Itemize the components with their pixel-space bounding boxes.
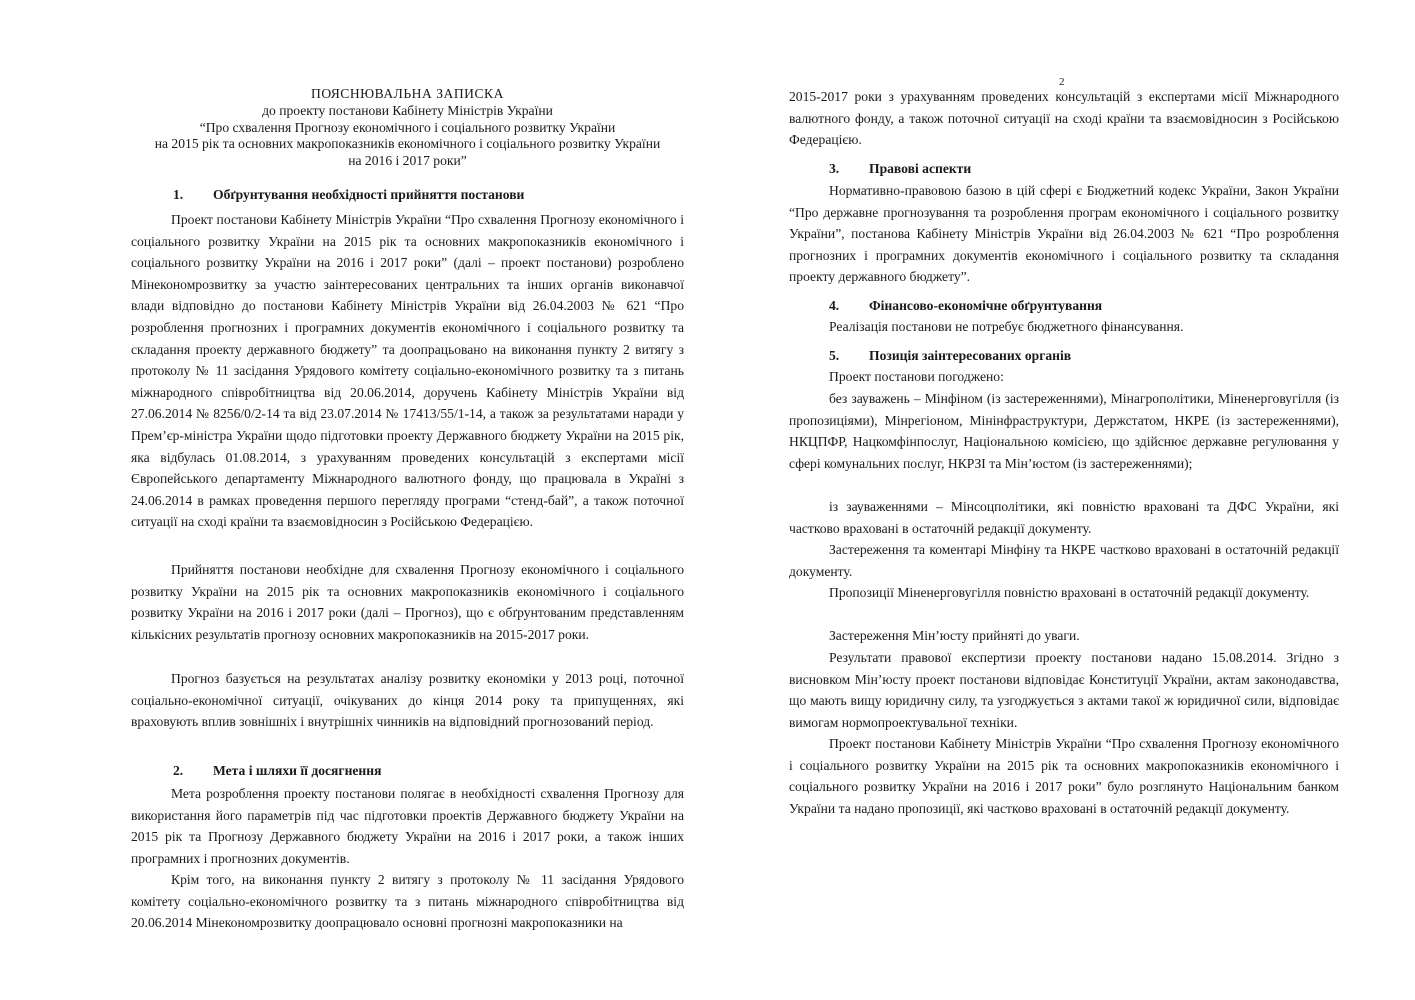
section-title: Фінансово-економічне обґрунтування xyxy=(869,298,1103,313)
section-title: Правові аспекти xyxy=(869,161,972,176)
title-resolution-name-end: на 2016 і 2017 роки” xyxy=(348,153,467,169)
continuation-paragraph: 2015-2017 роки з урахуванням проведених консультацій з експертами місії Міжнародного валютного фонду, а також поточної ситуації на сході країни та взаємовідносин з Російською Федерацією. xyxy=(789,89,1339,148)
section-1-paragraph-1: Проект постанови Кабінету Міністрів України “Про схвалення Прогнозу економічного і соціального розвитку України на 2015 рік та основних макропоказників економічного і соціального розвитку України на 2016 і 2017 роки” (далі – проект постанови) розроблено Мінекономрозвитку за участю заінтересованих центральних та інших органів виконавчої влади відповідно до постанови Кабінету Міністрів України від 26.04.2003 № 621 “Про розроблення прогнозних і програмних документів економічного і соціального розвитку та складання проекту державного бюджету” та доопрацьовано на виконання пункту 2 витягу з протоколу № 11 засідання Урядового комітету соціально-економічного розвитку та з питань міжнародного співробітництва від 20.06.2014, доручень Кабінету Міністрів України від 27.06.2014 № 8256/0/2-14 та від 23.07.2014 № 17413/55/1-14, а також за результатами наради у Прем’єр-міністра України щодо підготовки проекту Державного бюджету України на 2015 рік, яка відбулась 01.08.2014, з урахуванням проведених консультацій з експертами місії Європейського департаменту Міжнародного валютного фонду, що працювала в Україні з 24.06.2014 в рамках проведення першого перегляду програми “стенд-бай”, а також поточної ситуації на сході країни та взаємовідносин з Російською Федерацією. xyxy=(131,212,684,530)
section-number: 4. xyxy=(829,298,840,313)
section-5-paragraph-5: Пропозиції Міненерговугілля повністю враховані в остаточній редакції документу. xyxy=(829,585,1310,600)
section-1-paragraph-2: Прийняття постанови необхідне для схвалення Прогнозу економічного і соціального розвитку України на 2015 рік та основних макропоказників економічного і соціального розвитку України на 2016 і 2017 роки (далі – Прогноз), що є обґрунтованим представленням кількісних результатів прогнозу основних макропоказників на 2015-2017 роки. xyxy=(131,562,684,642)
section-1-heading xyxy=(173,186,524,204)
section-title: Позиція заінтересованих органів xyxy=(869,348,1072,363)
section-number: 2. xyxy=(173,763,184,778)
section-5-paragraph-7: Результати правової експертизи проекту постанови надано 15.08.2014. Згідно з висновком Мін’юсту проект постанови відповідає Конституції України, актам законодавства, що мають вищу юридичну силу, та узгоджується з актами такої ж юридичної сили, відповідає вимогам нормопроектувальної техніки. xyxy=(789,650,1339,730)
section-3-paragraph-1: Нормативно-правовою базою в цій сфері є Бюджетний кодекс України, Закон України “Про державне прогнозування та розроблення програм економічного і соціального розвитку України”, постанова Кабінету Міністрів України від 26.04.2003 № 621 “Про розроблення прогнозних і програмних документів економічного і соціального розвитку та складання проекту державного бюджету”. xyxy=(789,183,1339,285)
section-4-paragraph-1: Реалізація постанови не потребує бюджетного фінансування. xyxy=(829,319,1184,334)
section-2-paragraph-2: Крім того, на виконання пункту 2 витягу з протоколу № 11 засідання Урядового комітету соціально-економічного розвитку та з питань міжнародного співробітництва від 20.06.2014 Мінекономрозвитку доопрацювало основні прогнозні макропоказники на xyxy=(131,872,684,931)
section-5-paragraph-4: Застереження та коментарі Мінфіну та НКРЕ частково враховані в остаточній редакції документу. xyxy=(789,542,1339,579)
section-number: 5. xyxy=(829,348,840,363)
title-subtitle: до проекту постанови Кабінету Міністрів України xyxy=(262,102,553,118)
section-number: 3. xyxy=(829,161,840,176)
title-resolution-name-cont: на 2015 рік та основних макропоказників економічного і соціального розвитку України xyxy=(154,136,661,152)
section-3-heading xyxy=(829,160,971,178)
section-2-heading xyxy=(173,762,381,780)
section-5-paragraph-6: Застереження Мін’юсту прийняті до уваги. xyxy=(829,628,1080,643)
section-5-paragraph-2: без зауважень – Мінфіном (із застереженнями), Мінагрополітики, Міненерговугілля (із пропозиціями), Мінрегіоном, Мінінфраструктури, Держстатом, НКРЕ (із застереженнями), НКЦПФР, Нацкомфінпослуг, Національною комісією, що здійснює державне регулювання у сфері комунальних послуг, НКРЗІ та Мін’юстом (із застереженнями); xyxy=(789,391,1339,471)
title-resolution-name: “Про схвалення Прогнозу економічного і соціального розвитку України xyxy=(199,119,616,135)
section-4-heading xyxy=(829,297,1102,315)
page-number: 2 xyxy=(1059,76,1065,88)
section-1-paragraph-3: Прогноз базується на результатах аналізу розвитку економіки у 2013 році, поточної соціально-економічної ситуації, очікуваних до кінця 2014 року та припущеннях, які враховують вплив зовнішніх і внутрішніх чинників на відповідний прогнозований період. xyxy=(131,671,684,730)
section-5-paragraph-3: із зауваженнями – Мінсоцполітики, які повністю враховані та ДФС України, які частково враховані в остаточній редакції документу. xyxy=(789,499,1339,536)
section-5-paragraph-1: Проект постанови погоджено: xyxy=(829,369,1004,384)
section-5-paragraph-8: Проект постанови Кабінету Міністрів України “Про схвалення Прогнозу економічного і соціального розвитку України на 2015 рік та основних макропоказників економічного і соціального розвитку України на 2016 і 2017 роки” було розглянуто Національним банком України та надано пропозиції, які частково враховані в остаточній редакції документу. xyxy=(789,736,1339,816)
section-title: Мета і шляхи її досягнення xyxy=(213,763,382,778)
title-heading: ПОЯСНЮВАЛЬНА ЗАПИСКА xyxy=(311,86,504,101)
section-title: Обґрунтування необхідності прийняття постанови xyxy=(213,187,525,202)
section-number: 1. xyxy=(173,187,184,202)
section-5-heading xyxy=(829,347,1071,365)
section-2-paragraph-1: Мета розроблення проекту постанови полягає в необхідності схвалення Прогнозу для використання його параметрів під час підготовки проектів Державного бюджету України на 2015 рік та Прогнозу Державного бюджету України на 2016 і 2017 роки, а також інших програмних і прогнозних документів. xyxy=(131,786,684,866)
document-title xyxy=(121,86,694,170)
